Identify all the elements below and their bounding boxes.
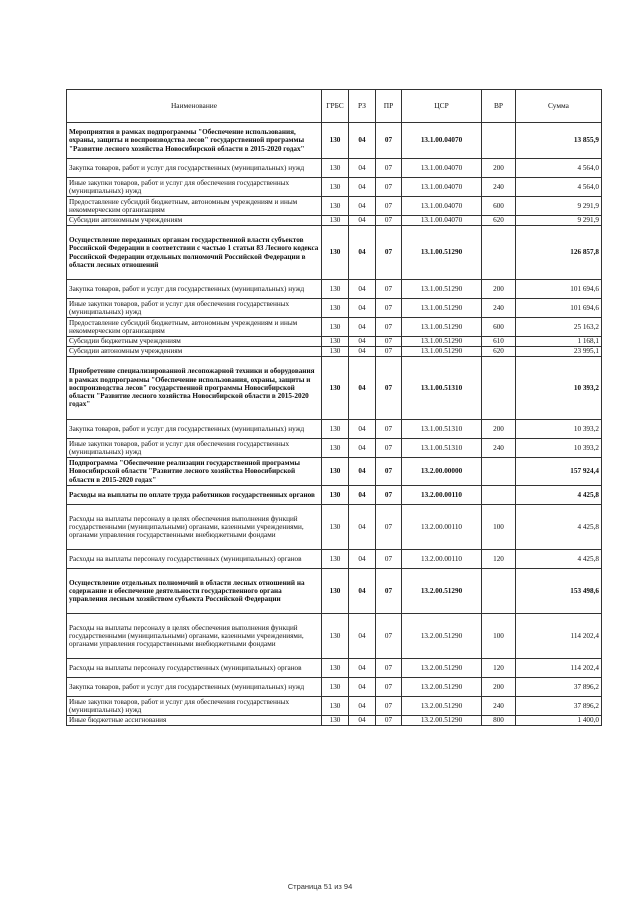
cell-sum: 4 425,8 [516, 486, 602, 505]
cell-name: Закупка товаров, работ и услуг для государственных (муниципальных) нужд [67, 159, 322, 178]
cell-rz: 04 [349, 458, 376, 486]
cell-vr: 120 [482, 659, 516, 678]
cell-pr: 07 [376, 226, 402, 280]
cell-csr: 13.1.00.51290 [402, 337, 482, 347]
cell-csr: 13.2.00.51290 [402, 659, 482, 678]
table-row [67, 337, 602, 347]
cell-rz: 04 [349, 347, 376, 357]
cell-csr: 13.1.00.04070 [402, 123, 482, 159]
table-row [67, 420, 602, 439]
cell-vr: 200 [482, 420, 516, 439]
table-row [67, 216, 602, 226]
cell-sum: 10 393,2 [516, 420, 602, 439]
cell-sum: 126 857,8 [516, 226, 602, 280]
cell-rz: 04 [349, 216, 376, 226]
cell-rz: 04 [349, 716, 376, 726]
cell-csr: 13.1.00.51290 [402, 299, 482, 318]
table-body [67, 123, 602, 726]
cell-csr: 13.1.00.51290 [402, 280, 482, 299]
cell-grbs: 130 [322, 569, 349, 614]
table-row [67, 280, 602, 299]
table-row [67, 178, 602, 197]
cell-rz: 04 [349, 318, 376, 337]
cell-rz: 04 [349, 357, 376, 420]
cell-pr: 07 [376, 216, 402, 226]
cell-name: Предоставление субсидий бюджетным, автономным учреждениям и иным некоммерческим организациям [67, 318, 322, 337]
cell-grbs: 130 [322, 420, 349, 439]
cell-sum: 25 163,2 [516, 318, 602, 337]
cell-vr [482, 357, 516, 420]
document-page [66, 89, 601, 726]
header-vr: ВР [482, 90, 516, 123]
cell-name: Субсидии автономным учреждениям [67, 347, 322, 357]
cell-sum: 101 694,6 [516, 280, 602, 299]
cell-pr: 07 [376, 299, 402, 318]
cell-csr: 13.1.00.51290 [402, 347, 482, 357]
cell-vr: 240 [482, 299, 516, 318]
cell-rz: 04 [349, 505, 376, 550]
cell-pr: 07 [376, 614, 402, 659]
cell-rz: 04 [349, 439, 376, 458]
cell-name: Закупка товаров, работ и услуг для государственных (муниципальных) нужд [67, 678, 322, 697]
cell-sum: 4 425,8 [516, 550, 602, 569]
cell-csr: 13.1.00.51310 [402, 439, 482, 458]
cell-sum: 4 564,0 [516, 159, 602, 178]
cell-csr: 13.2.00.00110 [402, 486, 482, 505]
cell-grbs: 130 [322, 318, 349, 337]
cell-rz: 04 [349, 197, 376, 216]
cell-sum: 1 400,0 [516, 716, 602, 726]
cell-pr: 07 [376, 337, 402, 347]
cell-rz: 04 [349, 550, 376, 569]
table-row-heading [67, 357, 602, 420]
cell-rz: 04 [349, 123, 376, 159]
cell-csr: 13.1.00.51310 [402, 420, 482, 439]
table-row-heading [67, 458, 602, 486]
table-row-heading [67, 486, 602, 505]
cell-grbs: 130 [322, 197, 349, 216]
cell-name: Иные закупки товаров, работ и услуг для обеспечения государственных (муниципальных) нужд [67, 697, 322, 716]
cell-name: Расходы на выплаты персоналу государственных (муниципальных) органов [67, 550, 322, 569]
cell-rz: 04 [349, 569, 376, 614]
header-grbs: ГРБС [322, 90, 349, 123]
cell-sum: 37 896,2 [516, 697, 602, 716]
cell-sum: 23 995,1 [516, 347, 602, 357]
cell-vr [482, 458, 516, 486]
table-row [67, 678, 602, 697]
cell-grbs: 130 [322, 678, 349, 697]
cell-grbs: 130 [322, 439, 349, 458]
cell-name: Закупка товаров, работ и услуг для государственных (муниципальных) нужд [67, 280, 322, 299]
cell-rz: 04 [349, 614, 376, 659]
cell-name: Расходы на выплаты по оплате труда работников государственных органов [67, 486, 322, 505]
cell-sum: 10 393,2 [516, 357, 602, 420]
cell-csr: 13.2.00.51290 [402, 614, 482, 659]
cell-sum: 1 168,1 [516, 337, 602, 347]
cell-vr: 240 [482, 697, 516, 716]
cell-vr: 800 [482, 716, 516, 726]
cell-vr: 200 [482, 678, 516, 697]
table-row [67, 716, 602, 726]
cell-sum: 114 202,4 [516, 659, 602, 678]
cell-grbs: 130 [322, 659, 349, 678]
cell-grbs: 130 [322, 123, 349, 159]
cell-name: Субсидии автономным учреждениям [67, 216, 322, 226]
table-header-row [67, 90, 602, 123]
cell-sum: 10 393,2 [516, 439, 602, 458]
table-row [67, 299, 602, 318]
table-row [67, 318, 602, 337]
cell-sum: 157 924,4 [516, 458, 602, 486]
cell-csr: 13.1.00.51290 [402, 226, 482, 280]
cell-pr: 07 [376, 505, 402, 550]
cell-sum: 153 498,6 [516, 569, 602, 614]
cell-rz: 04 [349, 678, 376, 697]
cell-csr: 13.1.00.51310 [402, 357, 482, 420]
table-row [67, 159, 602, 178]
table-row [67, 614, 602, 659]
cell-name: Субсидии бюджетным учреждениям [67, 337, 322, 347]
cell-sum: 114 202,4 [516, 614, 602, 659]
cell-vr: 620 [482, 347, 516, 357]
cell-grbs: 130 [322, 550, 349, 569]
cell-name: Мероприятия в рамках подпрограммы "Обеспечение использования, охраны, защиты и воспроизводства лесов" государственной программы "Развитие лесного хозяйства Новосибирской области в 2015-2020 годах" [67, 123, 322, 159]
cell-rz: 04 [349, 299, 376, 318]
cell-vr: 120 [482, 550, 516, 569]
table-row [67, 697, 602, 716]
cell-name: Иные закупки товаров, работ и услуг для обеспечения государственных (муниципальных) нужд [67, 178, 322, 197]
cell-pr: 07 [376, 569, 402, 614]
header-pr: ПР [376, 90, 402, 123]
cell-grbs: 130 [322, 697, 349, 716]
cell-vr: 100 [482, 505, 516, 550]
cell-pr: 07 [376, 357, 402, 420]
cell-sum: 9 291,9 [516, 197, 602, 216]
cell-vr [482, 123, 516, 159]
cell-csr: 13.1.00.51290 [402, 318, 482, 337]
table-row [67, 439, 602, 458]
cell-sum: 13 855,9 [516, 123, 602, 159]
cell-pr: 07 [376, 347, 402, 357]
cell-csr: 13.2.00.51290 [402, 716, 482, 726]
cell-rz: 04 [349, 659, 376, 678]
cell-grbs: 130 [322, 299, 349, 318]
cell-vr: 240 [482, 178, 516, 197]
cell-sum: 101 694,6 [516, 299, 602, 318]
header-sum: Сумма [516, 90, 602, 123]
cell-csr: 13.2.00.51290 [402, 697, 482, 716]
cell-name: Расходы на выплаты персоналу государственных (муниципальных) органов [67, 659, 322, 678]
cell-name: Расходы на выплаты персоналу в целях обеспечения выполнения функций государственными (муниципальными) органами, казенными учреждениями, органами управления государственными внебюджетными фондами [67, 614, 322, 659]
cell-sum: 9 291,9 [516, 216, 602, 226]
cell-vr: 600 [482, 318, 516, 337]
header-rz: РЗ [349, 90, 376, 123]
cell-rz: 04 [349, 697, 376, 716]
cell-grbs: 130 [322, 178, 349, 197]
cell-grbs: 130 [322, 280, 349, 299]
cell-grbs: 130 [322, 347, 349, 357]
cell-name: Иные бюджетные ассигнования [67, 716, 322, 726]
cell-csr: 13.1.00.04070 [402, 197, 482, 216]
cell-vr: 610 [482, 337, 516, 347]
cell-csr: 13.2.00.00000 [402, 458, 482, 486]
cell-pr: 07 [376, 678, 402, 697]
cell-sum: 4 564,0 [516, 178, 602, 197]
budget-table [66, 89, 602, 726]
cell-name: Осуществление переданных органам государственной власти субъектов Российской Федерации в соответствии с частью 1 статьи 83 Лесного кодекса Российской Федерации отдельных полномочий Российской Федерации в области лесных отношений [67, 226, 322, 280]
cell-name: Расходы на выплаты персоналу в целях обеспечения выполнения функций государственными (муниципальными) органами, казенными учреждениями, органами управления государственными внебюджетными фондами [67, 505, 322, 550]
page-number: Страница 51 из 94 [287, 882, 353, 891]
cell-pr: 07 [376, 659, 402, 678]
table-row [67, 197, 602, 216]
cell-grbs: 130 [322, 486, 349, 505]
cell-grbs: 130 [322, 159, 349, 178]
cell-vr: 240 [482, 439, 516, 458]
cell-pr: 07 [376, 458, 402, 486]
cell-name: Закупка товаров, работ и услуг для государственных (муниципальных) нужд [67, 420, 322, 439]
cell-grbs: 130 [322, 357, 349, 420]
cell-pr: 07 [376, 197, 402, 216]
table-row [67, 550, 602, 569]
cell-pr: 07 [376, 123, 402, 159]
cell-csr: 13.2.00.51290 [402, 569, 482, 614]
cell-rz: 04 [349, 159, 376, 178]
cell-csr: 13.1.00.04070 [402, 159, 482, 178]
cell-grbs: 130 [322, 337, 349, 347]
table-row [67, 347, 602, 357]
cell-rz: 04 [349, 280, 376, 299]
cell-pr: 07 [376, 439, 402, 458]
header-name: Наименование [67, 90, 322, 123]
cell-pr: 07 [376, 178, 402, 197]
cell-vr: 200 [482, 280, 516, 299]
cell-pr: 07 [376, 318, 402, 337]
cell-vr: 200 [482, 159, 516, 178]
cell-name: Осуществление отдельных полномочий в области лесных отношений на содержание и обеспечение деятельности государственного органа управления лесным хозяйством субъекта Российской Федерации [67, 569, 322, 614]
cell-grbs: 130 [322, 614, 349, 659]
cell-grbs: 130 [322, 716, 349, 726]
cell-pr: 07 [376, 550, 402, 569]
cell-vr: 100 [482, 614, 516, 659]
cell-name: Иные закупки товаров, работ и услуг для обеспечения государственных (муниципальных) нужд [67, 299, 322, 318]
table-row [67, 505, 602, 550]
table-row-heading [67, 569, 602, 614]
cell-vr: 600 [482, 197, 516, 216]
cell-name: Предоставление субсидий бюджетным, автономным учреждениям и иным некоммерческим организациям [67, 197, 322, 216]
cell-pr: 07 [376, 716, 402, 726]
cell-rz: 04 [349, 420, 376, 439]
cell-grbs: 130 [322, 505, 349, 550]
cell-name: Иные закупки товаров, работ и услуг для обеспечения государственных (муниципальных) нужд [67, 439, 322, 458]
cell-grbs: 130 [322, 458, 349, 486]
cell-pr: 07 [376, 280, 402, 299]
cell-grbs: 130 [322, 226, 349, 280]
cell-rz: 04 [349, 337, 376, 347]
cell-name: Приобретение специализированной лесопожарной техники и оборудования в рамках подпрограммы "Обеспечение использования, охраны, защиты и воспроизводства лесов" государственной программы Новосибирской области "Развитие лесного хозяйства Новосибирской области в 2015-2020 годах" [67, 357, 322, 420]
cell-csr: 13.2.00.00110 [402, 550, 482, 569]
cell-csr: 13.1.00.04070 [402, 216, 482, 226]
cell-vr [482, 226, 516, 280]
cell-vr: 620 [482, 216, 516, 226]
cell-csr: 13.2.00.00110 [402, 505, 482, 550]
cell-sum: 37 896,2 [516, 678, 602, 697]
cell-pr: 07 [376, 159, 402, 178]
cell-rz: 04 [349, 226, 376, 280]
table-row-heading [67, 123, 602, 159]
cell-rz: 04 [349, 178, 376, 197]
cell-vr [482, 486, 516, 505]
cell-rz: 04 [349, 486, 376, 505]
cell-pr: 07 [376, 486, 402, 505]
cell-name: Подпрограмма "Обеспечение реализации государственной программы Новосибирской области "Развитие лесного хозяйства Новосибирской области в 2015-2020 годах" [67, 458, 322, 486]
cell-pr: 07 [376, 697, 402, 716]
header-csr: ЦСР [402, 90, 482, 123]
cell-sum: 4 425,8 [516, 505, 602, 550]
cell-pr: 07 [376, 420, 402, 439]
cell-csr: 13.2.00.51290 [402, 678, 482, 697]
table-row [67, 659, 602, 678]
cell-vr [482, 569, 516, 614]
cell-grbs: 130 [322, 216, 349, 226]
table-row-heading [67, 226, 602, 280]
cell-csr: 13.1.00.04070 [402, 178, 482, 197]
